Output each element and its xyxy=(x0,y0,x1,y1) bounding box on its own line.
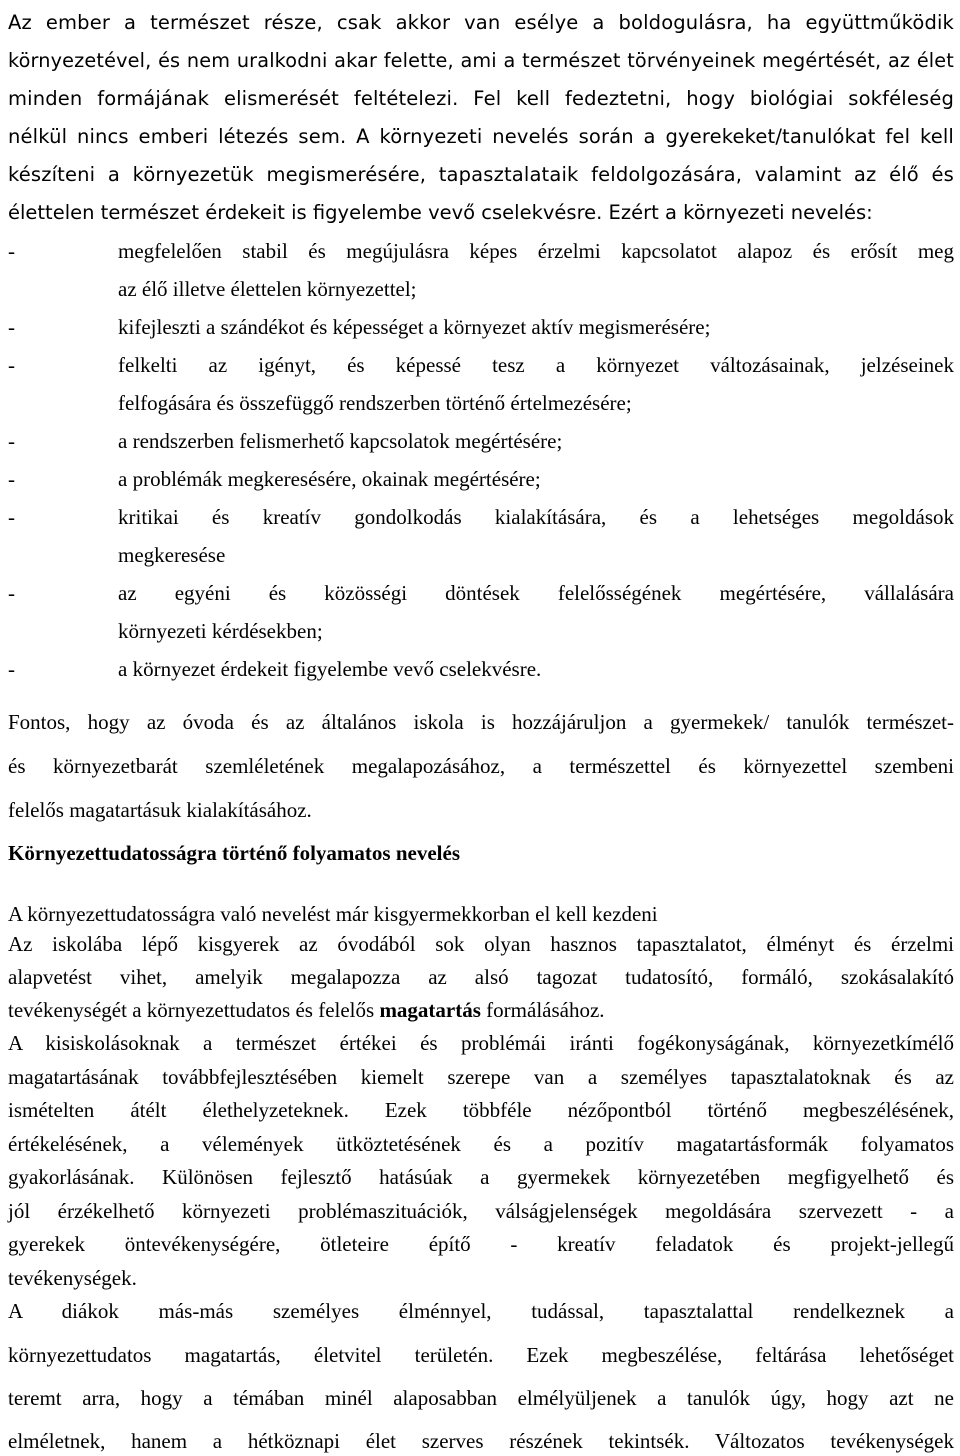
bullet-item-line: az egyéni és közösségi döntések felelősségének megértésére, vállalására xyxy=(118,581,954,605)
bullet-marker: - xyxy=(8,315,15,339)
paragraph-1-line: környezetével, és nem uralkodni akar felette, ami a természet törvényeinek megértését, az élet xyxy=(8,49,954,72)
bullet-marker: - xyxy=(8,657,15,681)
bullet-item-line: a rendszerben felismerhető kapcsolatok megértésére; xyxy=(118,429,563,453)
bullet-marker: - xyxy=(8,505,15,529)
paragraph-5-line: A kisiskolásoknak a természet értékei és problémái iránti fogékonyságának, környezetkímélő xyxy=(8,1031,954,1055)
bullet-item-line: felfogására és összefüggő rendszerben történő értelmezésére; xyxy=(118,391,632,415)
text-run: formálásához. xyxy=(480,998,605,1022)
paragraph-2-line: Fontos, hogy az óvoda és az általános iskola is hozzájáruljon a gyermekek/ tanulók természet- xyxy=(8,710,954,734)
bullet-marker: - xyxy=(8,353,15,377)
bullet-item-line: az élő illetve élettelen környezettel; xyxy=(118,277,417,301)
paragraph-3-line: A környezettudatosságra való nevelést már kisgyermekkorban el kell kezdeni xyxy=(8,902,658,926)
bullet-marker: - xyxy=(8,239,15,263)
bullet-item-line: a problémák megkeresésére, okainak megértésére; xyxy=(118,467,541,491)
paragraph-5-line: ismételten átélt élethelyzeteknek. Ezek többféle nézőpontból történő megbeszélésének, xyxy=(8,1098,954,1122)
text-run: tevékenységét a környezettudatos és felelős xyxy=(8,998,380,1022)
paragraph-6-line: környezettudatos magatartás, életvitel területén. Ezek megbeszélése, feltárása lehetőséget xyxy=(8,1343,954,1367)
paragraph-6-line: teremt arra, hogy a témában minél alaposabban elmélyüljenek a tanulók úgy, hogy azt ne xyxy=(8,1386,954,1410)
paragraph-1-line: Az ember a természet része, csak akkor van esélye a boldogulásra, ha együttműködik xyxy=(8,11,954,34)
bullet-item-line: megfelelően stabil és megújulásra képes érzelmi kapcsolatot alapoz és erősít meg xyxy=(118,239,954,263)
bullet-item-line: kifejleszti a szándékot és képességet a környezet aktív megismerésére; xyxy=(118,315,711,339)
paragraph-5-line: értékelésének, a vélemények ütköztetésének és a pozitív magatartásformák folyamatos xyxy=(8,1132,954,1156)
paragraph-5-line: jól érzékelhető környezeti problémaszituációk, válságjelenségek megoldására szervezett - a xyxy=(8,1199,954,1223)
paragraph-5-line: gyakorlásának. Különösen fejlesztő hatásúak a gyermekek környezetében megfigyelhető és xyxy=(8,1165,954,1189)
paragraph-1-line: nélkül nincs emberi létezés sem. A környezeti nevelés során a gyerekeket/tanulókat fel kell xyxy=(8,125,954,148)
bullet-marker: - xyxy=(8,581,15,605)
section-heading: Környezettudatosságra történő folyamatos nevelés xyxy=(8,841,460,865)
bullet-item-line: felkelti az igényt, és képessé tesz a környezet változásainak, jelzéseinek xyxy=(118,353,954,377)
paragraph-2-line: és környezetbarát szemléletének megalapozásához, a természettel és környezettel szembeni xyxy=(8,754,954,778)
bullet-item-line: környezeti kérdésekben; xyxy=(118,619,323,643)
bullet-marker: - xyxy=(8,429,15,453)
bullet-marker: - xyxy=(8,467,15,491)
bullet-item-line: megkeresése xyxy=(118,543,226,567)
bullet-item-line: kritikai és kreatív gondolkodás kialakítására, és a lehetséges megoldások xyxy=(118,505,954,529)
paragraph-4-line xyxy=(8,995,954,1025)
paragraph-1-line: élettelen természet érdekeit is figyelembe vevő cselekvésre. Ezért a környezeti nevelés: xyxy=(8,201,873,224)
paragraph-1-line: készíteni a környezetük megismerésére, tapasztalataik feldolgozására, valamint az élő és xyxy=(8,163,954,186)
paragraph-4-line: Az iskolába lépő kisgyerek az óvodából sok olyan hasznos tapasztalatot, élményt és érzelmi xyxy=(8,932,954,956)
paragraph-6-line: elméletnek, hanem a hétköznapi élet szerves részének tekintsék. Változatos tevékenységek xyxy=(8,1429,954,1453)
paragraph-5-line: gyerekek öntevékenységére, ötleteire építő - kreatív feladatok és projekt-jellegű xyxy=(8,1232,954,1256)
bullet-item-line: a környezet érdekeit figyelembe vevő cselekvésre. xyxy=(118,657,542,681)
bold-text-run: magatartás xyxy=(379,998,481,1022)
paragraph-1-line: minden formájának elismerését feltételezi. Fel kell fedeztetni, hogy biológiai sokféleség xyxy=(8,87,954,110)
paragraph-2-line: felelős magatartásuk kialakításához. xyxy=(8,798,312,822)
paragraph-4-line: alapvetést vihet, amelyik megalapozza az alsó tagozat tudatosító, formáló, szokásalakító xyxy=(8,965,954,989)
paragraph-5-line: magatartásának továbbfejlesztésében kiemelt szerepe van a személyes tapasztalatoknak és az xyxy=(8,1065,954,1089)
paragraph-5-line: tevékenységek. xyxy=(8,1266,137,1290)
paragraph-6-line: A diákok más-más személyes élménnyel, tudással, tapasztalattal rendelkeznek a xyxy=(8,1299,954,1323)
